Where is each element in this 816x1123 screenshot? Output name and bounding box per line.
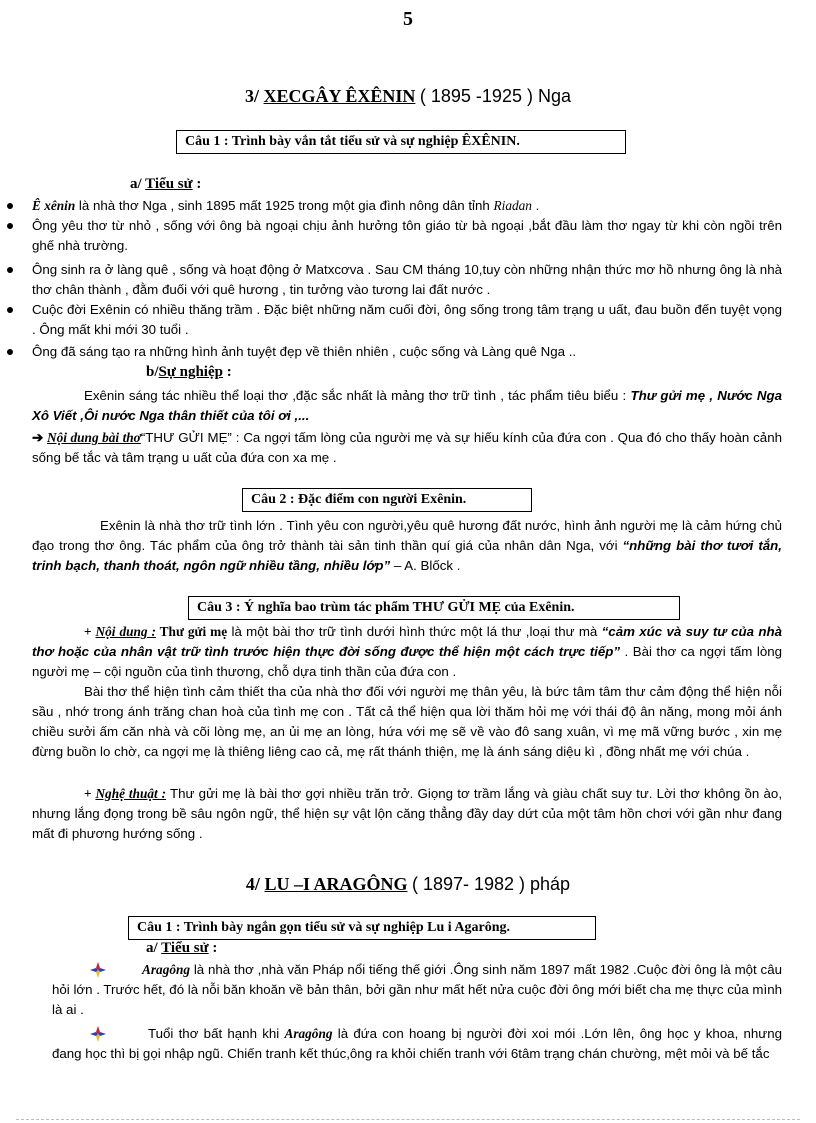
bullet-3-text: Ông sinh ra ở làng quê , sống và hoạt động ở Matxcơva . Sau CM tháng 10,tuy còn những nhận thức mơ hồ nhưng ông là nhà thơ chân thành , đằm đuối với quê hương , tin tưởng vào tương lai đất nước . xyxy=(32,262,782,297)
aragon-name: Aragông xyxy=(284,1026,333,1041)
star-bullet-icon xyxy=(90,1026,106,1042)
aragon-bio-paragraph-1 xyxy=(52,960,782,1020)
plus-marker: + xyxy=(84,624,96,639)
bio-colon: : xyxy=(208,940,218,956)
section-3-author: XECGÂY ÊXÊNIN xyxy=(263,86,416,106)
section-3-years: ( 1895 -1925 ) Nga xyxy=(419,86,571,106)
quote-author: – A. Blốck . xyxy=(390,558,461,573)
bio-title: Tiểu sử xyxy=(161,940,209,956)
arrow-icon: ➔ xyxy=(32,430,44,445)
bullet-1-end: . xyxy=(531,198,540,213)
bullet-2-text: Ông yêu thơ từ nhỏ , sống với ông bà ngoại chịu ảnh hưởng tôn giáo từ bà ngoại ,bắt đầu làm thơ ngay từ khi còn ngồi trên ghế nhà trường. xyxy=(32,218,782,253)
content-text-2: . Bài thơ ca ngợi tấm lòng người mẹ – cội nguồn của tình thương, chỗ dựa tinh thần của đứa con . xyxy=(32,644,783,679)
career-heading xyxy=(146,364,232,381)
aragon-bio-paragraph-2 xyxy=(52,1024,782,1064)
bullet-5-text: Ông đã sáng tạo ra những hình ảnh tuyệt đẹp về thiên nhiên , cuộc sống và Làng quê Nga .. xyxy=(32,344,577,359)
section-4-author: LU –I ARAGÔNG xyxy=(264,874,408,894)
aragon-bio-text-2a: Tuổi thơ bất hạnh khi xyxy=(148,1026,285,1041)
content-paragraph xyxy=(32,622,782,682)
bullet-icon xyxy=(7,267,13,273)
place-name: Riadan xyxy=(493,198,532,213)
bio-bullet-1 xyxy=(32,196,782,216)
career-label: b/ xyxy=(146,364,159,380)
question-2-text: Exênin là nhà thơ trữ tình lớn . Tình yêu con người,yêu quê hương đất nước, hình ảnh người mẹ là cảm hứng chủ đạo trong thơ ông. Tác phẩm của ông trở thành tài sản tinh thần quí giá của nhân dân Nga, với xyxy=(32,518,782,553)
bio-label: a/ xyxy=(130,176,146,192)
bio-label: a/ xyxy=(146,940,162,956)
career-paragraph xyxy=(32,386,782,426)
poem-label: Nội dung bài thơ xyxy=(47,430,141,445)
aragon-bio-text-1: là nhà thơ ,nhà văn Pháp nổi tiếng thế giới .Ông sinh năm 1897 mất 1982 .Cuộc đời ông là một câu hỏi lớn . Trước hết, đó là nỗi băn khoăn về bản thân, bởi gần như mất hết nửa cuộc đời ông mới biết cha mẹ thực của mình là ai . xyxy=(52,962,782,1017)
author-name: Ê xênin xyxy=(32,198,76,213)
aragon-bio-text-2b: là đứa con hoang bị người đời xoi mói .Lớn lên, ông học y khoa, nhưng đang học thì bị gọi nhập ngũ. Chiến tranh kết thúc,ông ra khỏi chiến tranh với 6tâm trạng chán chường, mệt mỏi và bế tắc xyxy=(52,1026,782,1061)
bio-title: Tiểu sử xyxy=(145,176,193,192)
section-4-bio-heading xyxy=(146,940,217,957)
career-works: Thư gửi mẹ , Nước Nga Xô Viết ,Ôi nước Nga thân thiết của tôi ơi ,... xyxy=(32,388,782,423)
art-text: Thư gửi mẹ là bài thơ gợi nhiều trăn trở. Giọng tơ trầm lắng và giàu chất suy tư. Lời thơ không ồn ào, nhưng lắng đọng trong bề sâu ngôn ngữ, thể hiện sự vật lộn căng thẳng đầy day dứt của một tâm hồn chơi với gần như đang mất đi phương hướng sống . xyxy=(32,786,783,841)
section-3-number: 3/ xyxy=(245,86,260,106)
poem-text: : Ca ngợi tấm lòng của người mẹ và sự hiếu kính của đứa con . Qua đó cho thấy hoàn cảnh sống bế tắc và tâm trạng u uất của đứa con xa mẹ . xyxy=(32,430,782,465)
page-bottom-border xyxy=(16,1119,800,1120)
section-4-question-1-box: Câu 1 : Trình bày ngắn gọn tiểu sử và sự nghiệp Lu i Agarông. xyxy=(128,916,596,940)
section-3-heading xyxy=(0,86,816,107)
bio-colon: : xyxy=(192,176,202,192)
bio-bullet-5 xyxy=(32,342,782,362)
art-label: Nghệ thuật : xyxy=(95,786,167,801)
career-text: Exênin sáng tác nhiều thể loại thơ ,đặc sắc nhất là mảng thơ trữ tình , tác phẩm tiêu biểu : xyxy=(84,388,631,403)
bio-bullet-3 xyxy=(32,260,782,300)
bullet-icon xyxy=(7,349,13,355)
section-4-years: ( 1897- 1982 ) pháp xyxy=(411,874,571,894)
content-label: Nội dung : xyxy=(95,624,156,639)
bullet-1-text: là nhà thơ Nga , sinh 1895 mất 1925 trong một gia đình nông dân tỉnh xyxy=(75,198,494,213)
question-1-box: Câu 1 : Trình bày vắn tắt tiểu sử và sự nghiệp ÊXÊNIN. xyxy=(176,130,626,154)
bullet-icon xyxy=(7,203,13,209)
bullet-icon xyxy=(7,223,13,229)
career-title: Sự nghiệp xyxy=(158,364,223,380)
career-colon: : xyxy=(222,364,232,380)
bullet-4-text: Cuộc đời Exênin có nhiều thăng trầm . Đặc biệt những năm cuối đời, ông sống trong tâm trạng u uất, đau buồn đến tuyệt vọng . Ông mất khi mới 30 tuổi . xyxy=(32,302,782,337)
page-number: 5 xyxy=(403,8,413,30)
aragon-name: Aragông xyxy=(142,962,191,977)
bio-bullet-4 xyxy=(32,300,782,340)
question-2-paragraph xyxy=(32,516,782,576)
bio-bullet-2 xyxy=(32,216,782,256)
section-4-heading xyxy=(0,874,816,895)
bullet-icon xyxy=(7,307,13,313)
poem-content-paragraph xyxy=(32,428,782,468)
plus-marker: + xyxy=(84,786,96,801)
content-paragraph-2: Bài thơ thể hiện tình cảm thiết tha của nhà thơ đối với người mẹ thân yêu, là bức tâm tâm thư cảm động thể hiện nỗi sầu , nhớ trong ánh trăng chan hoà của tình mẹ con . Tất cả thể hiện qua lời thăm hỏi mẹ với thái độ ân năng, mong mỏi ánh chiều sưởi ấm căn nhà và cõi lòng mẹ, an ủi mẹ an lòng, hứa với mẹ sẽ về vào đô sang xuân, vì mẹ mã vững bước , xin mẹ đừng buồn lo chờ, ca ngợi mẹ là thiêng liêng cao cả, mẹ rất thánh thiện, mẹ là ánh sáng diệu kì , đồng nhất mẹ với chúa . xyxy=(32,684,782,759)
poem-title: “THƯ GỬI MẸ” xyxy=(140,430,232,445)
star-bullet-icon xyxy=(90,962,106,978)
section-4-number: 4/ xyxy=(245,874,260,894)
bio-heading xyxy=(130,176,201,193)
question-2-box: Câu 2 : Đặc điểm con người Exênin. xyxy=(242,488,532,512)
question-3-box: Câu 3 : Ý nghĩa bao trùm tác phẩm THƯ GỬI MẸ của Exênin. xyxy=(188,596,680,620)
blok-quote: “những bài thơ tươi tắn, trinh bạch, thanh thoát, ngôn ngữ nhiều tầng, nhiều lớp” xyxy=(32,538,782,573)
poem-name: Thư gửi mẹ xyxy=(155,624,228,639)
content-quote: “cảm xúc và suy tư của nhà thơ hoặc của nhân vật trữ tình trước hiện thực đời sống được thể hiện một cách trực tiếp” xyxy=(32,624,783,659)
art-paragraph xyxy=(32,784,782,844)
content-text: là một bài thơ trữ tình dưới hình thức một lá thư ,loại thư mà xyxy=(227,624,602,639)
